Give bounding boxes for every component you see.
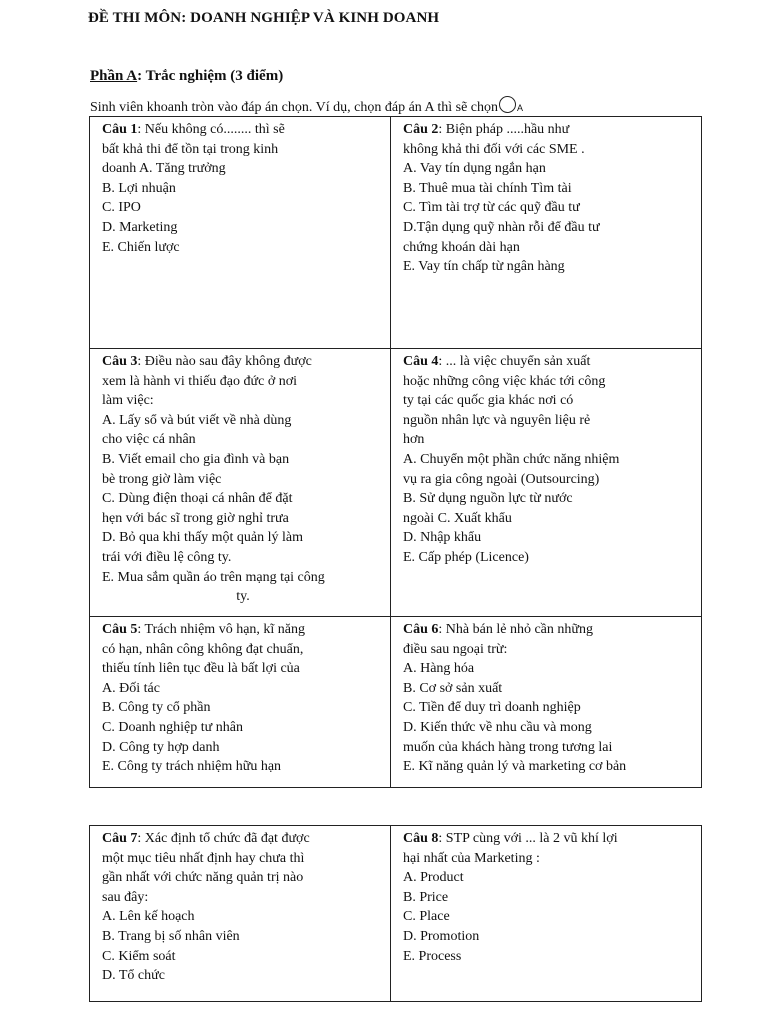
question-text-line: chứng khoán dài hạn [403,239,520,255]
question-text-line: ty tại các quốc gia khác nơi có [403,393,574,409]
question-stem-text: Điều nào sau đây không được [144,354,312,369]
question-number: Câu 5 [102,622,138,637]
exam-title: ĐỀ THI MÔN: DOANH NGHIỆP VÀ KINH DOANH [88,10,440,26]
answer-option: A. Đối tác [102,680,160,696]
question-stem: Câu 6: Nhà bán lẻ nhỏ cần những [403,622,593,637]
answer-option: E. Công ty trách nhiệm hữu hạn [102,759,282,775]
answer-option: C. Kiểm soát [102,948,176,964]
answer-option: D.Tận dụng quỹ nhàn rỗi để đầu tư [403,219,600,235]
answer-option: D. Marketing [102,219,178,235]
question-text-line: làm việc: [102,393,154,409]
question-text-line: một mục tiêu nhất định hay chưa thì [102,850,305,866]
questions-table-2 [89,825,702,1002]
question-text-line: muốn của khách hàng trong tương lai [403,739,613,755]
instruction-text: Sinh viên khoanh tròn vào đáp án chọn. Ví dụ, chọn đáp án A thì sẽ chọn [90,100,499,115]
answer-option: A. Lấy sổ và bút viết về nhà dùng [102,412,292,428]
questions-table-1 [89,116,702,788]
question-cell [391,117,702,349]
question-stem: Câu 3: Điều nào sau đây không được [102,354,312,369]
question-stem: Câu 1: Nếu không có........ thì sẽ [102,122,285,137]
question-stem-text: STP cùng với ... là 2 vũ khí lợi [445,831,618,846]
answer-option: D. Tổ chức [102,968,165,984]
answer-option: E. Chiến lược [102,239,180,255]
question-text-line: trái với điều lệ công ty. [102,549,232,565]
question-stem: Câu 7: Xác định tổ chức đã đạt được [102,831,310,846]
question-number: Câu 6 [403,622,439,637]
answer-option: B. Cơ sở sản xuất [403,680,503,696]
answer-option: A. Vay tín dụng ngắn hạn [403,161,546,177]
answer-option: B. Thuê mua tài chính Tìm tài [403,180,572,196]
question-text-line: sau đây: [102,889,149,905]
question-cell [90,117,391,349]
answer-option: E. Vay tín chấp từ ngân hàng [403,259,565,275]
question-text-line: bất khả thi để tồn tại trong kinh [102,141,279,157]
question-text-line: có hạn, nhân công không đạt chuẩn, [102,641,304,657]
question-number: Câu 4 [403,354,439,369]
answer-option: C. Tiền để duy trì doanh nghiệp [403,700,581,716]
answer-option: E. Kĩ năng quản lý và marketing cơ bản [403,759,627,775]
question-number: Câu 2 [403,122,439,137]
answer-option: C. Dùng điện thoại cá nhân để đặt [102,491,293,507]
answer-option: C. Doanh nghiệp tư nhân [102,719,243,735]
question-text-line: bè trong giờ làm việc [102,471,222,487]
example-letter: A [517,103,524,113]
question-number: Câu 7 [102,831,138,846]
answer-option: E. Cấp phép (Licence) [403,549,529,565]
question-text-line: ty. [236,589,250,605]
answer-option: B. Công ty cổ phần [102,700,211,716]
question-cell [391,826,702,1002]
question-cell [90,826,391,1002]
question-stem: Câu 2: Biện pháp .....hầu như [403,122,570,137]
question-cell [90,349,391,617]
answer-option: B. Trang bị số nhân viên [102,928,240,944]
question-text-line: xem là hành vi thiếu đạo đức ở nơi [102,373,298,389]
answer-option: A. Product [403,870,464,886]
answer-option: D. Nhập khẩu [403,530,482,546]
question-text-line: thiếu tính liên tục đều là bất lợi của [102,661,300,677]
answer-option: A. Lên kế hoạch [102,909,195,925]
answer-option: D. Kiến thức về nhu cầu và mong [403,719,592,735]
circle-example-icon [499,96,516,113]
question-number: Câu 8 [403,831,439,846]
question-text-line: gần nhất với chức năng quản trị nào [102,870,304,886]
question-stem-text: Trách nhiệm vô hạn, kĩ năng [144,622,306,637]
answer-option: B. Price [403,889,449,905]
question-number: Câu 3 [102,354,138,369]
question-text-line: hơn [403,432,425,448]
question-cell [90,617,391,788]
question-number: Câu 1 [102,122,138,137]
instruction-line [90,96,523,116]
question-stem: Câu 8: STP cùng với ... là 2 vũ khí lợi [403,831,618,846]
question-stem: Câu 5: Trách nhiệm vô hạn, kĩ năng [102,622,306,637]
section-title: : Trắc nghiệm (3 điểm) [137,68,284,84]
question-stem-text: Biện pháp .....hầu như [445,122,570,137]
answer-option: D. Công ty hợp danh [102,739,220,755]
answer-option: C. IPO [102,200,141,216]
answer-option: E. Mua sắm quần áo trên mạng tại công [102,569,325,585]
question-text-line: cho việc cá nhân [102,432,196,448]
answer-option: C. Tìm tài trợ từ các quỹ đầu tư [403,200,580,216]
question-text-line: điều sau ngoại trừ: [403,641,508,657]
question-cell [391,617,702,788]
question-stem-text: Nhà bán lẻ nhỏ cần những [445,622,593,637]
answer-option: D. Promotion [403,928,480,944]
answer-option: E. Process [403,948,462,964]
question-text-line: ngoài C. Xuất khẩu [403,510,512,526]
question-text-line: hại nhất của Marketing : [403,850,540,866]
question-stem-text: ... là việc chuyển sản xuất [445,354,591,369]
answer-option: B. Viết email cho gia đình và bạn [102,451,290,467]
question-stem-text: Xác định tổ chức đã đạt được [144,831,310,846]
answer-option: D. Bỏ qua khi thấy một quản lý làm [102,530,304,546]
question-stem-text: Nếu không có........ thì sẽ [144,122,285,137]
answer-option: A. Chuyển một phần chức năng nhiệm [403,451,620,467]
answer-option: B. Sử dụng nguồn lực từ nước [403,491,573,507]
answer-option: A. Hàng hóa [403,661,475,677]
question-text-line: vụ ra gia công ngoài (Outsourcing) [403,471,600,487]
answer-option: B. Lợi nhuận [102,180,176,196]
question-stem: Câu 4: ... là việc chuyển sản xuất [403,354,591,369]
question-text-line: không khả thi đối với các SME . [403,141,585,157]
question-text-line: nguồn nhân lực và nguyên liệu rẻ [403,412,591,428]
question-cell [391,349,702,617]
answer-option: C. Place [403,909,450,925]
question-text-line: hẹn với bác sĩ trong giờ nghỉ trưa [102,510,289,526]
section-heading [90,68,283,85]
question-text-line: doanh A. Tăng trưởng [102,161,226,177]
question-text-line: hoặc những công việc khác tới công [403,373,606,389]
section-label: Phần A [90,68,138,84]
